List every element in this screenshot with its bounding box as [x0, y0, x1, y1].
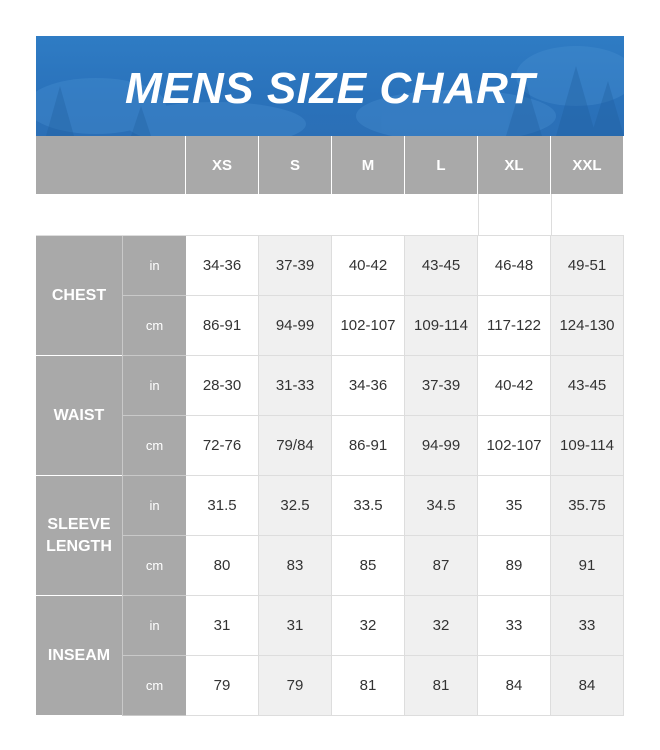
size-value: 49-51 — [551, 236, 624, 296]
size-value: 81 — [405, 656, 478, 716]
unit-label-cm: cm — [122, 416, 186, 476]
spacer-divider — [478, 194, 479, 236]
size-value: 72-76 — [186, 416, 259, 476]
size-value: 80 — [186, 536, 259, 596]
size-value: 40-42 — [478, 356, 551, 416]
unit-label-in: in — [122, 356, 186, 416]
size-header-l: L — [405, 136, 478, 194]
size-value: 32.5 — [259, 476, 332, 536]
category-label: SLEEVE LENGTH — [36, 476, 122, 596]
size-value: 91 — [551, 536, 624, 596]
size-value: 33.5 — [332, 476, 405, 536]
size-value: 102-107 — [478, 416, 551, 476]
size-value: 43-45 — [551, 356, 624, 416]
size-value: 34-36 — [186, 236, 259, 296]
size-value: 40-42 — [332, 236, 405, 296]
size-value: 35 — [478, 476, 551, 536]
size-value: 37-39 — [405, 356, 478, 416]
unit-label-in: in — [122, 596, 186, 656]
page-title: MENS SIZE CHART — [124, 64, 536, 113]
size-value: 43-45 — [405, 236, 478, 296]
size-value: 31 — [186, 596, 259, 656]
unit-label-in: in — [122, 236, 186, 296]
size-value: 31 — [259, 596, 332, 656]
unit-label-cm: cm — [122, 656, 186, 716]
unit-label-cm: cm — [122, 296, 186, 356]
size-value: 79/84 — [259, 416, 332, 476]
size-value: 86-91 — [332, 416, 405, 476]
size-value: 32 — [405, 596, 478, 656]
size-value: 109-114 — [551, 416, 624, 476]
category-label: WAIST — [36, 356, 122, 476]
size-header-s: S — [259, 136, 332, 194]
size-value: 37-39 — [259, 236, 332, 296]
size-value: 86-91 — [186, 296, 259, 356]
unit-label-in: in — [122, 476, 186, 536]
size-value: 79 — [186, 656, 259, 716]
size-chart-table — [36, 136, 626, 716]
category-label: INSEAM — [36, 596, 122, 716]
size-value: 83 — [259, 536, 332, 596]
size-value: 31.5 — [186, 476, 259, 536]
title-banner — [36, 36, 624, 136]
size-value: 33 — [478, 596, 551, 656]
size-value: 31-33 — [259, 356, 332, 416]
size-value: 94-99 — [259, 296, 332, 356]
category-label: CHEST — [36, 236, 122, 356]
size-value: 34.5 — [405, 476, 478, 536]
size-value: 79 — [259, 656, 332, 716]
size-value: 84 — [478, 656, 551, 716]
size-value: 85 — [332, 536, 405, 596]
size-value: 28-30 — [186, 356, 259, 416]
size-value: 84 — [551, 656, 624, 716]
size-value: 46-48 — [478, 236, 551, 296]
size-value: 109-114 — [405, 296, 478, 356]
size-header-m: M — [332, 136, 405, 194]
size-value: 124-130 — [551, 296, 624, 356]
size-header-xxl: XXL — [551, 136, 624, 194]
size-header-xs: XS — [186, 136, 259, 194]
spacer-divider — [551, 194, 552, 236]
size-value: 117-122 — [478, 296, 551, 356]
size-value: 32 — [332, 596, 405, 656]
size-value: 87 — [405, 536, 478, 596]
unit-label-cm: cm — [122, 536, 186, 596]
header-corner — [36, 136, 186, 194]
size-value: 35.75 — [551, 476, 624, 536]
size-value: 81 — [332, 656, 405, 716]
size-value: 102-107 — [332, 296, 405, 356]
size-value: 34-36 — [332, 356, 405, 416]
size-value: 89 — [478, 536, 551, 596]
size-header-xl: XL — [478, 136, 551, 194]
spacer-row — [36, 194, 624, 236]
size-value: 33 — [551, 596, 624, 656]
size-value: 94-99 — [405, 416, 478, 476]
